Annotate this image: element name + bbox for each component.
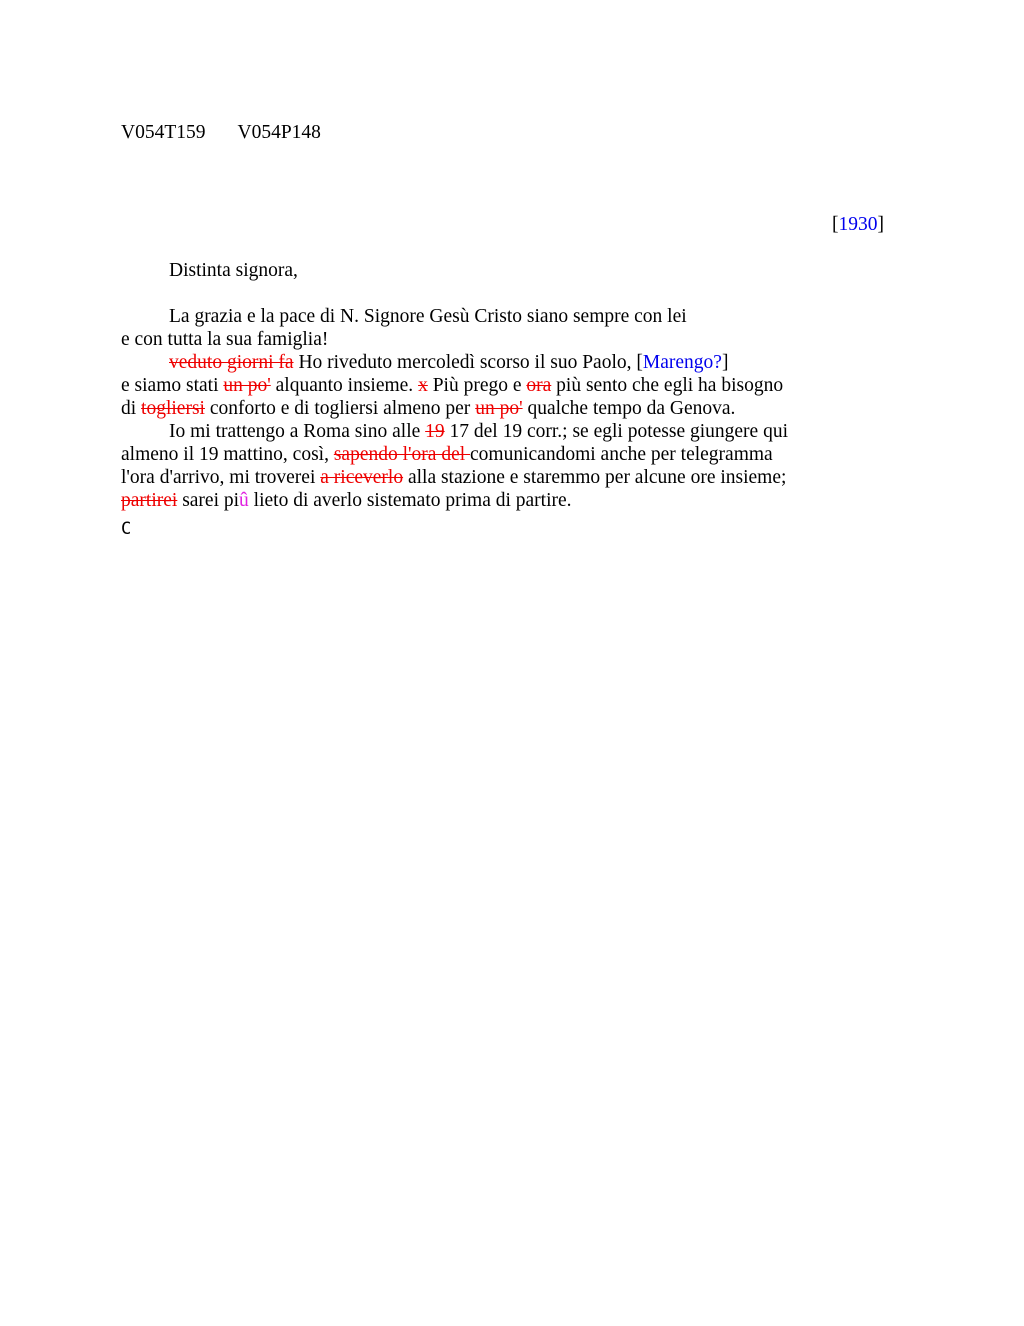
paragraph-3-line-1: Io mi trattengo a Roma sino alle 19 17 del 19 corr.; se egli potesse giungere qui xyxy=(169,421,788,442)
end-mark: C xyxy=(121,519,132,539)
deleted-text: un po' xyxy=(223,375,271,396)
deleted-text: ora xyxy=(526,375,552,396)
deleted-text: 19 xyxy=(425,421,445,442)
deleted-text: a riceverlo xyxy=(320,467,404,488)
paragraph-1-line-2: e con tutta la sua famiglia! xyxy=(121,329,329,350)
editorial-note: Marengo? xyxy=(642,352,722,373)
deleted-text: veduto giorni fa xyxy=(169,352,294,373)
paragraph-2-line-1: veduto giorni fa Ho riveduto mercoledì scorso il suo Paolo, [Marengo?] xyxy=(169,352,729,373)
page-id: V054P148 xyxy=(237,122,321,143)
document-ids xyxy=(121,121,321,144)
paragraph-2-line-3: di togliersi conforto e di togliersi almeno per un po' qualche tempo da Genova. xyxy=(121,398,736,419)
paragraph-3-line-2: almeno il 19 mattino, così, sapendo l'ora del comunicandomi anche per telegramma xyxy=(121,444,773,465)
text-id: V054T159 xyxy=(121,122,206,143)
deleted-text: partirei xyxy=(121,490,178,511)
paragraph-3-line-4: partirei sarei piû lieto di averlo sistemato prima di partire. xyxy=(121,490,572,511)
inserted-text: û xyxy=(239,490,249,511)
date-year: 1930 xyxy=(838,214,878,235)
deleted-text: sapendo l'ora del xyxy=(333,444,471,465)
deleted-text: togliersi xyxy=(141,398,205,419)
paragraph-1-line-1: La grazia e la pace di N. Signore Gesù Cristo siano sempre con lei xyxy=(169,306,687,327)
salutation: Distinta signora, xyxy=(169,260,298,281)
paragraph-3-line-3: l'ora d'arrivo, mi troverei a riceverlo alla stazione e staremmo per alcune ore insieme; xyxy=(121,467,787,488)
deleted-text: x xyxy=(418,375,428,396)
letter-body xyxy=(121,305,841,512)
deleted-text: un po' xyxy=(475,398,523,419)
paragraph-2-line-2: e siamo stati un po' alquanto insieme. x Più prego e ora più sento che egli ha bisogno xyxy=(121,375,784,396)
letter-date: [1930] xyxy=(832,214,884,235)
